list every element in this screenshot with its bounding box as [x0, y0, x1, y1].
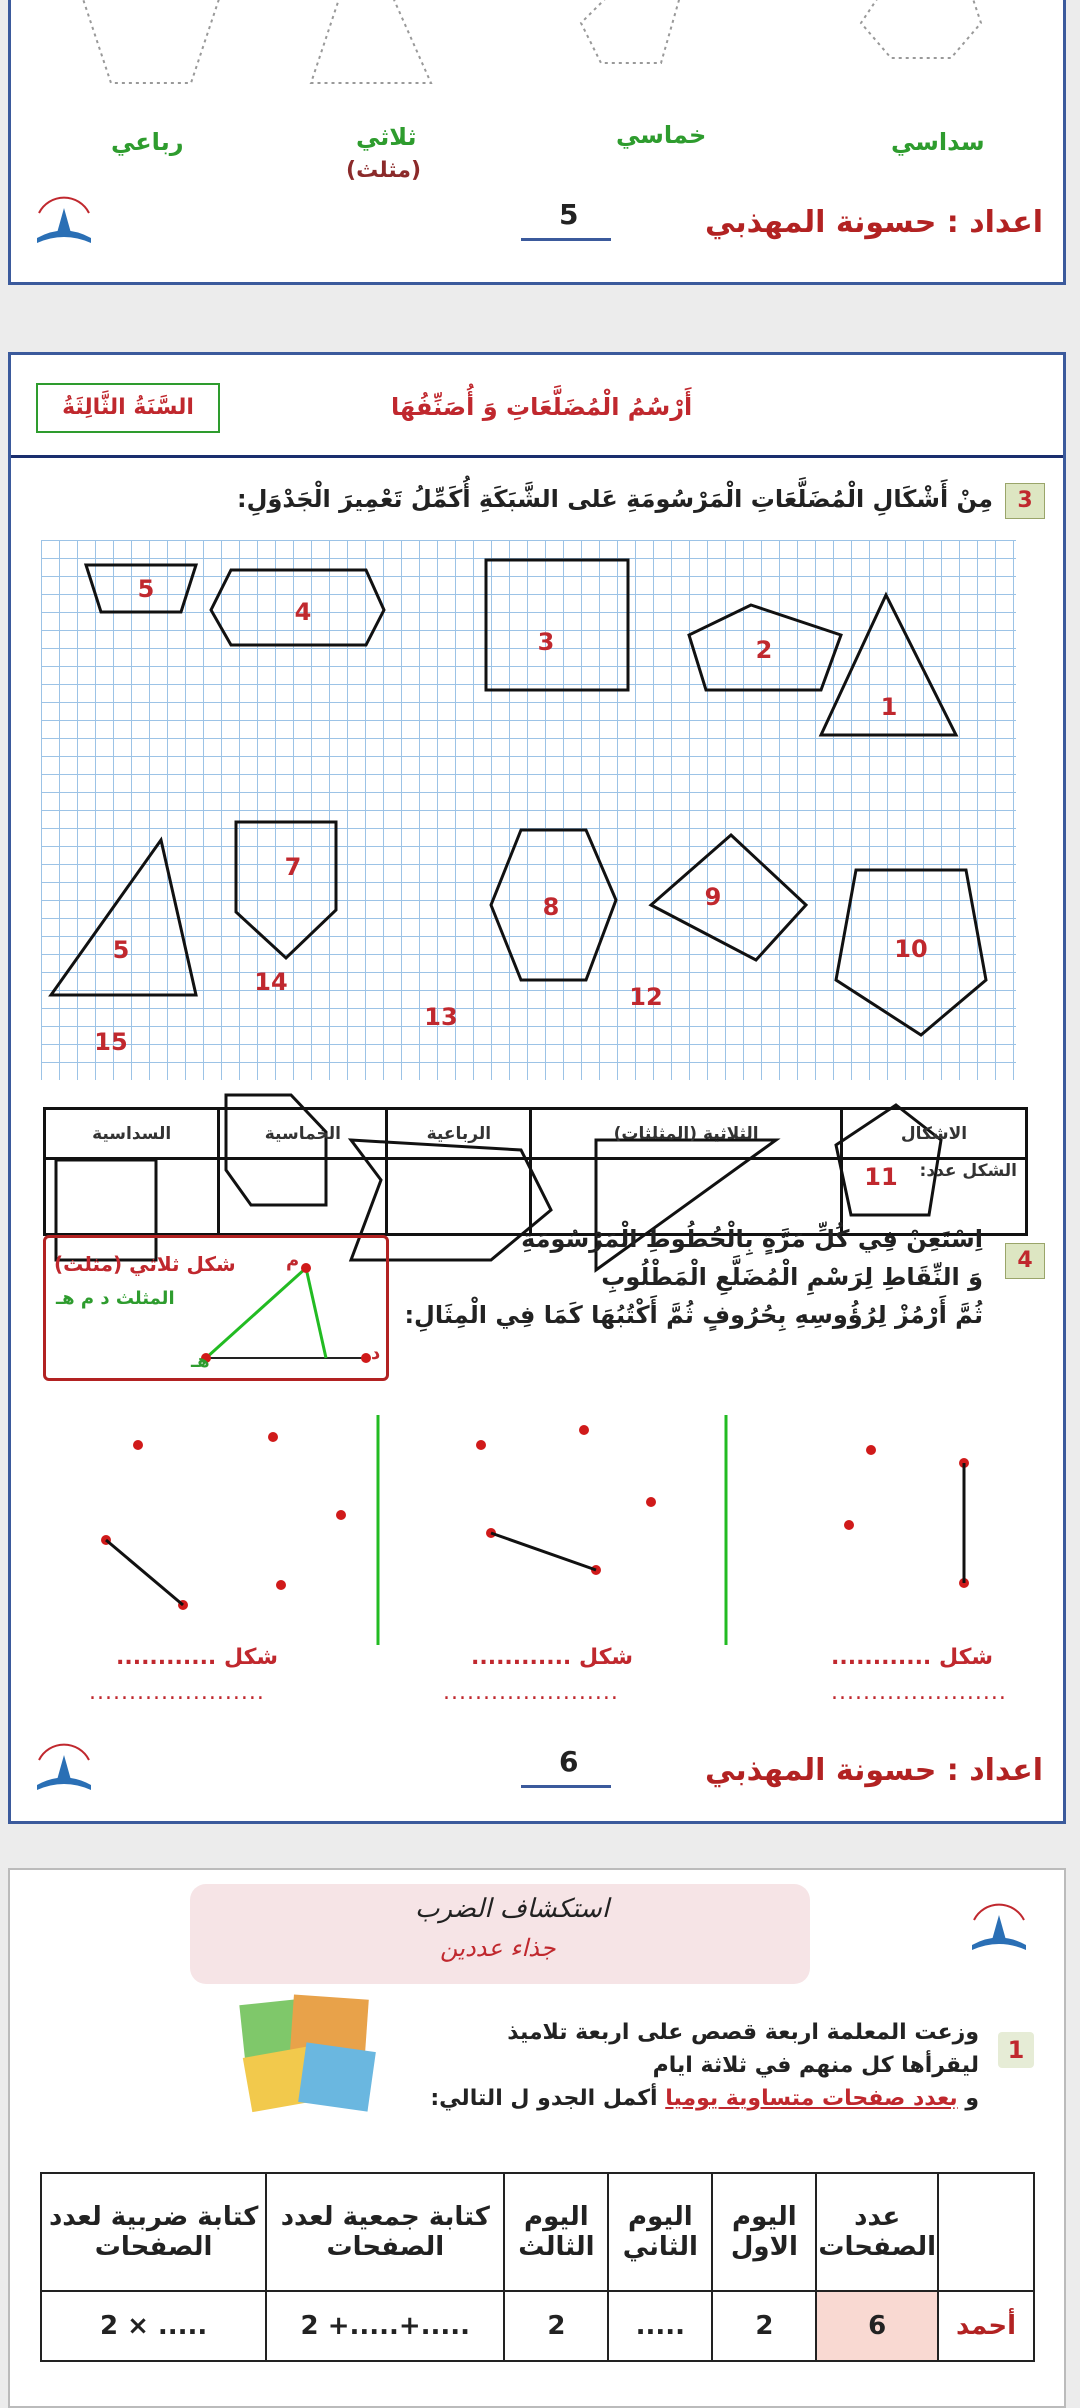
example-box: [43, 1235, 389, 1381]
dots-panel-left: [101, 1432, 346, 1610]
shape-number-13: 13: [424, 1003, 458, 1031]
q1-number-badge: [998, 2032, 1034, 2068]
cell-day-3: 2: [504, 2291, 608, 2361]
q1-line-2: ليقرأها كل منهم في ثلاثة ايام: [652, 2053, 979, 2078]
lesson-title: استكشاف الضرب: [415, 1894, 610, 1924]
label-quadrilateral: رباعي: [111, 128, 184, 156]
answer-line-right[interactable]: ......................: [831, 1680, 1007, 1705]
shape-label-middle: شكل ............: [471, 1645, 634, 1670]
q3-instruction: مِنْ أَشْكَالِ الْمُضَلَّعَاتِ الْمَرْسُومَةِ عَلى الشَّبَكَةِ أُكَمِّلُ تَعْمِيرَ الْجَدْوَلِ:: [237, 485, 993, 513]
th-additive-form: كتابة جمعية لعدد الصفحات: [266, 2173, 504, 2291]
th-quadrilaterals: الرباعية: [387, 1109, 531, 1159]
grade-box: [36, 383, 220, 433]
example-vertex-d: د: [371, 1343, 381, 1364]
dotted-triangle: [311, 0, 431, 83]
shape-label-left: شكل ............: [116, 1645, 279, 1670]
th-shapes: الاشكال: [842, 1109, 1027, 1159]
q1-line-1: وزعت المعلمة اربعة قصص على اربعة تلاميذ: [507, 2020, 979, 2045]
page-number-badge: [521, 198, 611, 241]
shape-number-14: 14: [254, 968, 288, 996]
dotted-hexagon: [861, 0, 981, 58]
example-triangle: [196, 1258, 386, 1368]
q4-line-1: اِسْتَعِنْ فِي كُلِّ مَرَّةٍ بِالْخُطُوطِ الْمَرْسُومَةِ: [521, 1225, 983, 1253]
shape-number-9: 9: [704, 883, 722, 911]
q1-number: 1: [1007, 2036, 1025, 2064]
answer-line-left[interactable]: ......................: [89, 1680, 265, 1705]
school-logo: [964, 1900, 1034, 1960]
shape-number-8: 8: [542, 893, 560, 921]
q4-number-badge: [1005, 1243, 1045, 1279]
shape-number-10: 10: [894, 935, 928, 963]
school-logo: [29, 193, 99, 253]
story-books-image: [232, 1992, 382, 2122]
lesson-subtitle: جذاء عددين: [440, 1934, 556, 1962]
label-hexagonal: سداسي: [891, 128, 985, 156]
worksheet-page-6: [8, 352, 1066, 1824]
th-blank: [938, 2173, 1034, 2291]
shape-number-12: 12: [629, 983, 663, 1011]
shape-number-4: 4: [294, 598, 312, 626]
cell-quadrilaterals[interactable]: [387, 1159, 531, 1235]
answer-line-middle[interactable]: ......................: [443, 1680, 619, 1705]
shape-number-3: 3: [537, 628, 555, 656]
q4-line-3: ثُمَّ أَرْمُزْ لِرُؤُوسِهِ بِحُرُوفٍ ثُمَّ أَكْتُبُهَا كَمَا فِي الْمِثَالِ:: [404, 1301, 983, 1329]
cell-page-count: 6: [816, 2291, 938, 2361]
q3-number: 3: [1017, 488, 1033, 513]
lower-polygons: [41, 540, 1016, 1080]
th-hexagons: السداسية: [45, 1109, 219, 1159]
shape-number-1: 1: [880, 693, 898, 721]
author-credit: اعداد : حسونة المهذبي: [705, 1753, 1043, 1788]
th-pentagons: الخماسية: [219, 1109, 387, 1159]
th-page-count: عدد الصفحات: [816, 2173, 938, 2291]
th-day-2: اليوم الثاني: [608, 2173, 712, 2291]
lesson-title: أَرْسُمُ الْمُضَلَّعَاتِ وَ أُصَنِّفُهَا: [391, 393, 693, 421]
shape-number-5a: 5: [137, 575, 155, 603]
th-day-3: اليوم الثالث: [504, 2173, 608, 2291]
shape-number-15: 15: [94, 1028, 128, 1056]
page-number-badge: [521, 1745, 611, 1788]
label-pentagonal: خماسي: [616, 121, 707, 149]
q1-line-3-underlined: بعدد صفحات متساوية يوميا: [665, 2086, 958, 2111]
pages-table: [40, 2172, 1035, 2362]
q1-line-3: [430, 2086, 979, 2111]
row-label: الشكل عدد:: [842, 1159, 1027, 1235]
page-number: 5: [559, 198, 579, 231]
cell-triangles[interactable]: [531, 1159, 842, 1235]
q1-line-3-prefix: و: [957, 2086, 979, 2111]
dots-panel-right: [844, 1445, 969, 1588]
cell-hexagons[interactable]: [45, 1159, 219, 1235]
classification-table: [43, 1107, 1028, 1236]
shape-number-11: 11: [864, 1163, 898, 1191]
dotted-pentagon: [581, 0, 681, 63]
example-title: شكل ثلاثي (مثلث): [54, 1252, 236, 1276]
cell-day-2[interactable]: .....: [608, 2291, 712, 2361]
dots-panel-middle: [476, 1425, 656, 1575]
dotted-polygons: [11, 0, 1063, 103]
grade-label: السَّنَةُ الثَّالِثَةُ: [62, 395, 194, 420]
q4-number: 4: [1017, 1248, 1033, 1273]
shape-number-5b: 5: [112, 936, 130, 964]
page-number: 6: [559, 1745, 579, 1778]
q1-line-3-suffix: أكمل الجدو ل التالي:: [430, 2086, 666, 2111]
example-name: المثلث د م هـ: [56, 1288, 175, 1309]
cell-pentagons[interactable]: [219, 1159, 387, 1235]
q4-line-2: وَ النِّقَاطِ لِرَسْمِ الْمُضَلَّعِ الْمَطْلُوبِ: [601, 1263, 983, 1291]
author-credit: اعداد : حسونة المهذبي: [705, 205, 1043, 240]
worksheet-page-5: [8, 0, 1066, 285]
shape-number-2: 2: [755, 636, 773, 664]
cell-student-name: أحمد: [938, 2291, 1034, 2361]
cell-multiplicative[interactable]: ..... × 2: [41, 2291, 266, 2361]
example-vertex-h: هـ: [191, 1351, 210, 1372]
label-triangular: ثلاثي: [356, 123, 417, 151]
th-triangles: الثلاثية (المثلثات): [531, 1109, 842, 1159]
shape-number-7: 7: [284, 853, 302, 881]
th-day-1: اليوم الاول: [712, 2173, 816, 2291]
header-rule: [11, 455, 1063, 458]
dotted-quadrilateral: [81, 0, 221, 83]
school-logo: [29, 1740, 99, 1800]
example-vertex-m: م: [286, 1250, 300, 1271]
cell-day-1: 2: [712, 2291, 816, 2361]
q3-number-badge: [1005, 483, 1045, 519]
label-triangle-sub: (مثلث): [346, 158, 421, 183]
cell-additive[interactable]: .....+.....+ 2: [266, 2291, 504, 2361]
shape-label-right: شكل ............: [831, 1645, 994, 1670]
dot-exercises: [11, 1385, 1063, 1635]
worksheet-multiplication: [8, 1868, 1066, 2408]
th-multiplicative-form: كتابة ضربية لعدد الصفحات: [41, 2173, 266, 2291]
